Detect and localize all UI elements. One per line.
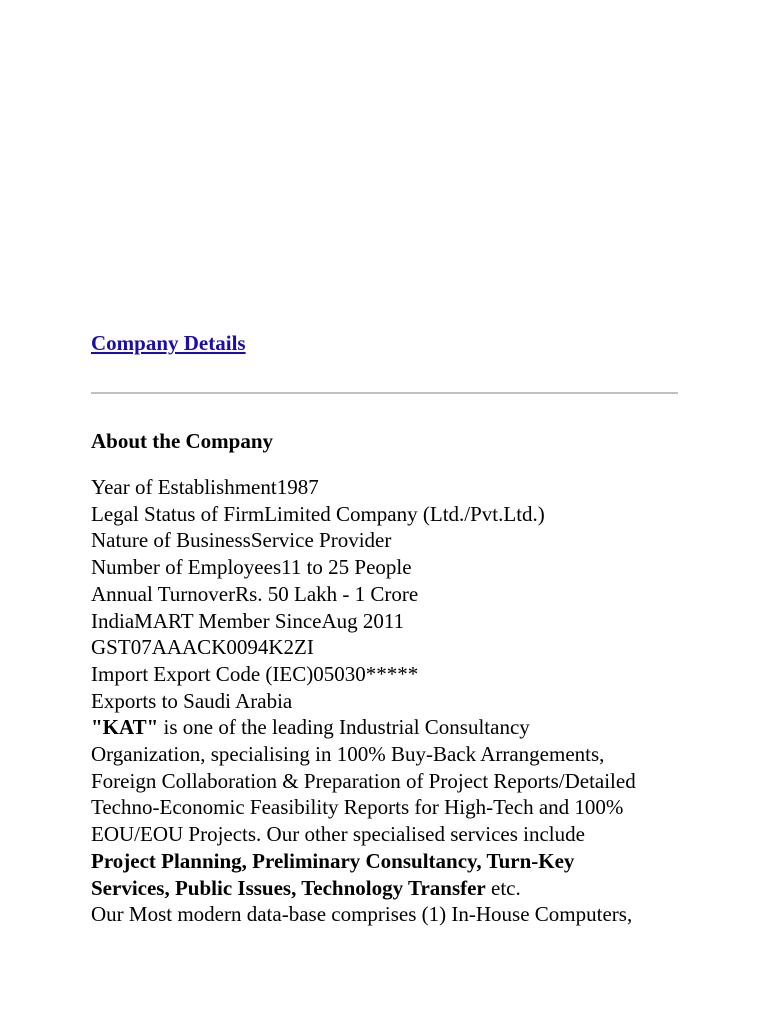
fact-gst: GST07AAACK0094K2ZI (91, 635, 314, 660)
description-line-5: EOU/EOU Projects. Our other specialised services include (91, 822, 585, 847)
fact-number-of-employees: Number of Employees11 to 25 People (91, 555, 412, 580)
description-line-1: "KAT" is one of the leading Industrial Consultancy (91, 715, 530, 740)
company-details-link[interactable]: Company Details (91, 331, 246, 355)
horizontal-divider (91, 392, 678, 394)
description-line-4: Techno-Economic Feasibility Reports for High-Tech and 100% (91, 795, 624, 820)
fact-annual-turnover: Annual TurnoverRs. 50 Lakh - 1 Crore (91, 581, 419, 606)
description-line-2: Organization, specialising in 100% Buy-Back Arrangements, (91, 742, 605, 767)
services-line-1: Project Planning, Preliminary Consultancy, Turn-Key (91, 848, 575, 873)
company-facts (91, 474, 686, 928)
about-heading: About the Company (91, 429, 274, 453)
kat-name: "KAT" (91, 715, 159, 740)
description-line-8: Our Most modern data-base comprises (1) In-House Computers, (91, 902, 633, 927)
fact-iec: Import Export Code (IEC)05030***** (91, 661, 419, 686)
exports-line: Exports to Saudi Arabia (91, 688, 293, 713)
description-line-3: Foreign Collaboration & Preparation of Project Reports/Detailed (91, 768, 636, 793)
fact-year-of-establishment: Year of Establishment1987 (91, 475, 319, 499)
fact-member-since: IndiaMART Member SinceAug 2011 (91, 608, 405, 633)
fact-nature-of-business: Nature of BusinessService Provider (91, 528, 392, 553)
fact-legal-status: Legal Status of FirmLimited Company (Ltd./Pvt.Ltd.) (91, 501, 545, 526)
services-line-2: Services, Public Issues, Technology Transfer etc. (91, 875, 521, 900)
